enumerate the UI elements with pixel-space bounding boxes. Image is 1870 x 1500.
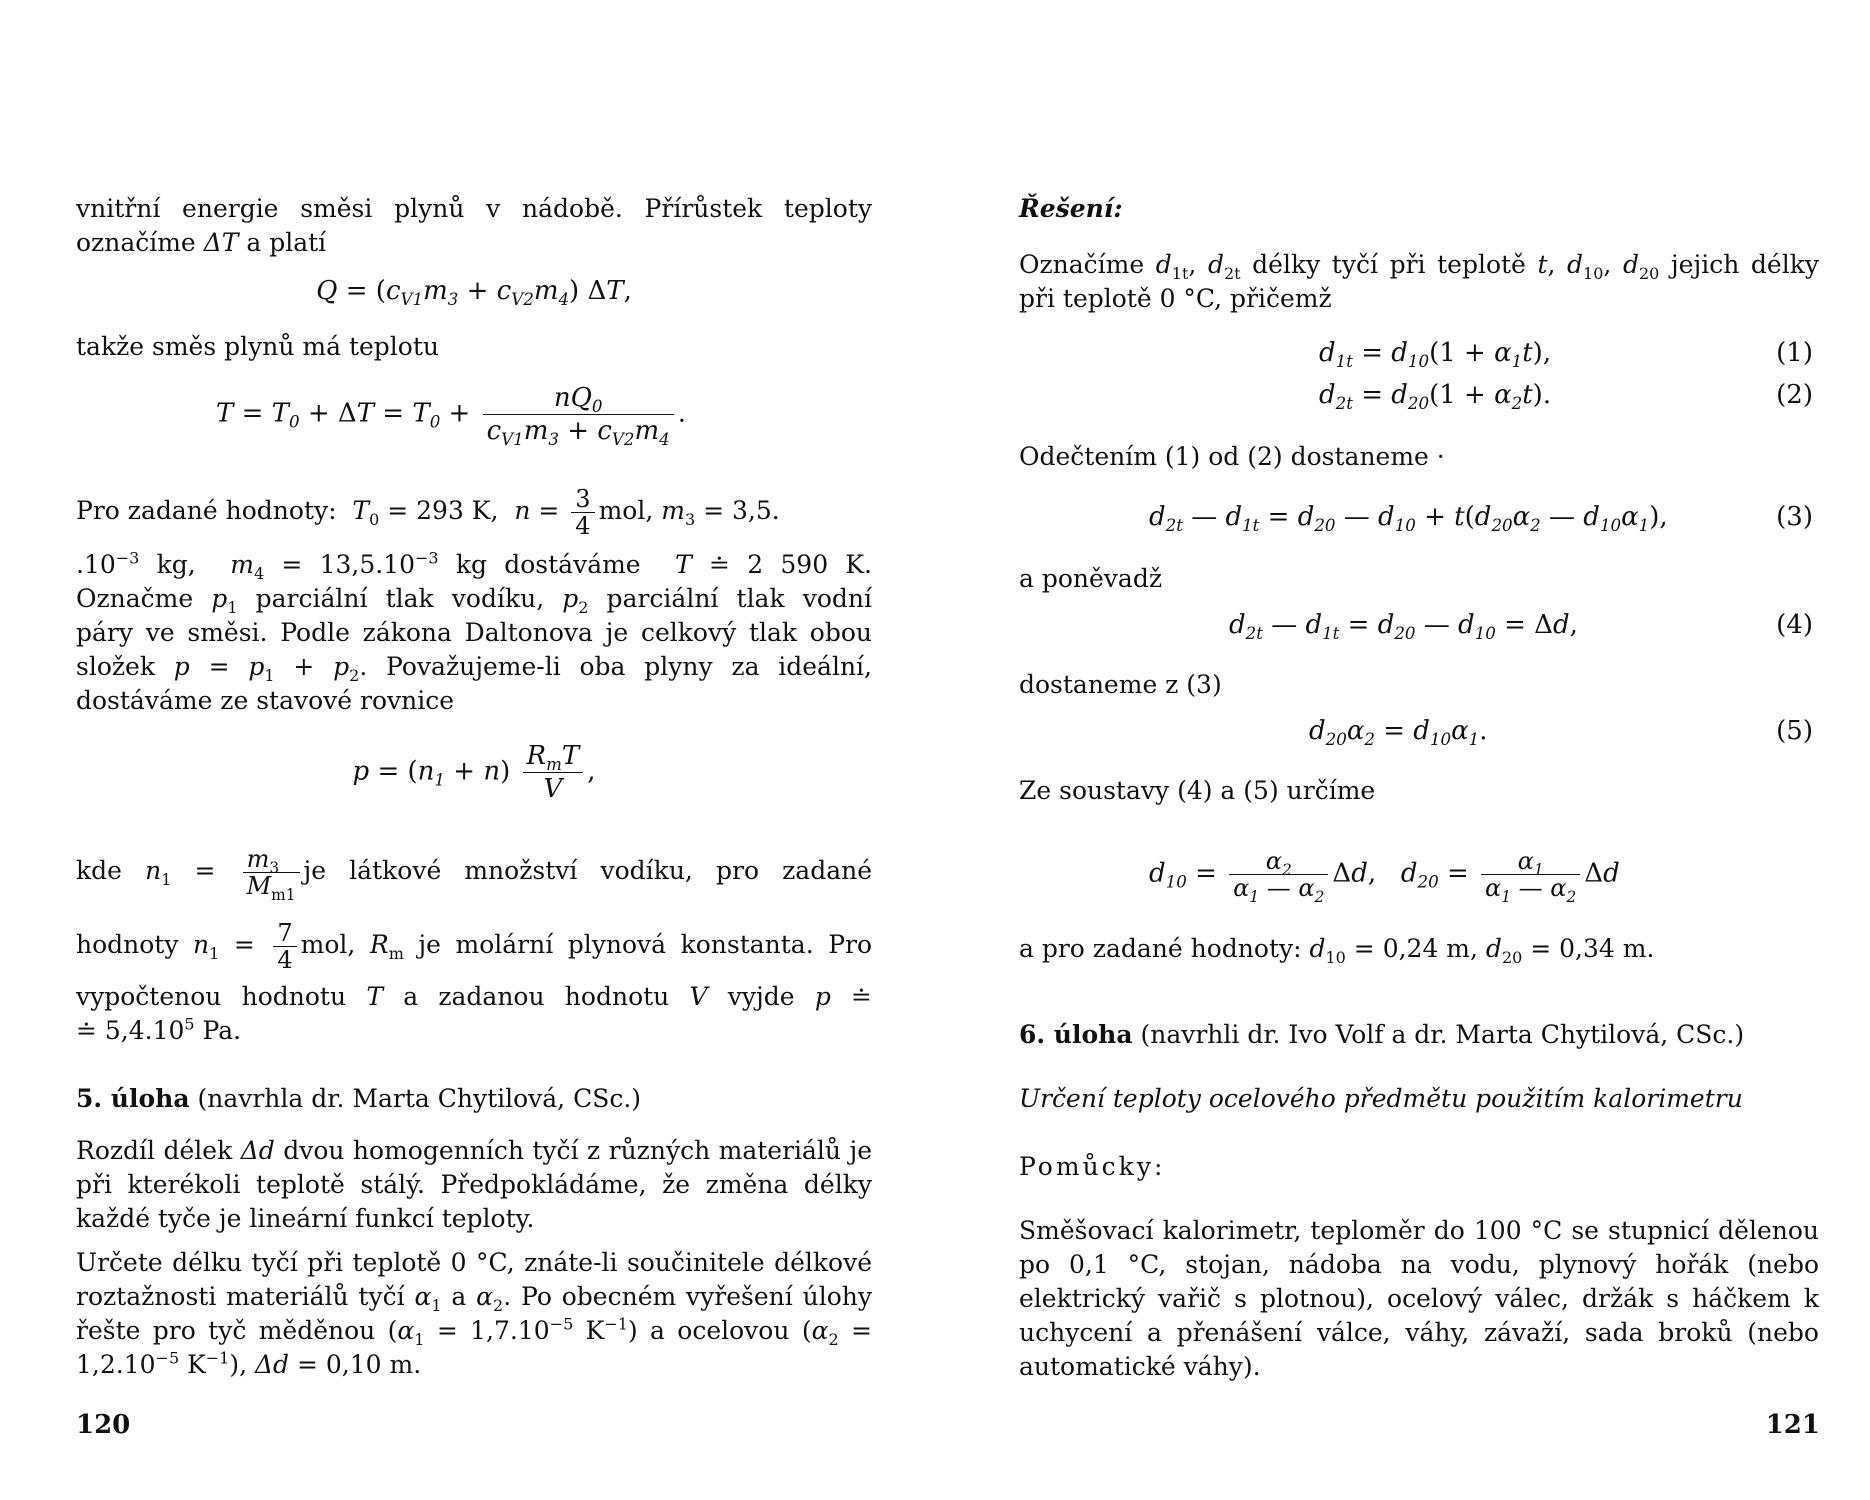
paragraph-dalton-line3: složek $p = p_1 + p_2$. Považujeme-li oba plyny za ideální,: [76, 652, 873, 685]
text-vypoctenou-line: vypočtenou hodnotu T a zadanou hodnotu V vyjde p ≐: [76, 982, 872, 1011]
text-a-ponevadz: a poněvadž: [1019, 564, 1163, 593]
task5-paragraph2: Určete délku tyčí při teplotě 0 °C, znáte-li součinitele délkové roztažnosti materiálů tyčí $\alpha_1$ a $\alpha_2$. Po obecném vyřešení úlohy řešte pro tyč měděnou ($\alpha_1 = 1,7.10^{-5}$ $K^{-1}$) a ocelovou ($\alpha_2 = 1,2.10^{-5}$ $K^{-1}$), Δd = 0,10 m.: [76, 1248, 872, 1379]
page-number-left: 120: [76, 1410, 131, 1440]
pomucky-text: Směšovací kalorimetr, teploměr do 100 °C se stupnicí dělenou po 0,1 °C, stojan, nádoba na vodu, plynový hořák (nebo elektrický vařič s plotnou), ocelový válec, držák s háčkem k uchycení a přenášení válce, váhy, závaží, sada broků (nebo automatické váhy).: [1019, 1216, 1819, 1381]
task5-paragraph1: Rozdíl délek Δd dvou homogenních tyčí z různých materiálů je při kterékoli teplotě stálý. Předpokládáme, že změna délky každé tyče je lineární funkcí teploty.: [76, 1136, 873, 1233]
task5-heading: 5. úloha (navrhla dr. Marta Chytilová, CSc.): [76, 1084, 642, 1113]
text-odectenim: Odečtením (1) od (2) dostaneme ·: [1019, 442, 1445, 471]
text-kde-line: kde $n_1$ = $\frac{m_3}{M_{m1}}$ je látkové množství vodíku, pro zadané: [76, 845, 872, 904]
paragraph-dalton-line2: páry ve směsi. Podle zákona Daltonova je celkový tlak obou: [76, 618, 872, 647]
paragraph-intro-line2: označíme ΔT a platí: [76, 228, 327, 257]
pomucky-heading: Pomůcky:: [1019, 1152, 1166, 1181]
text-ze-soustavy: Ze soustavy (4) a (5) určíme: [1019, 776, 1376, 805]
given-values-line1: Pro zadané hodnoty: $T_0 = 293$ K, n = $\frac{3}{4}$ mol, $m_3 = 3,5$.: [76, 485, 780, 540]
text-given-result: a pro zadané hodnoty: $d_{10} = 0,24$ m, $d_{20} = 0,34$ m.: [1019, 934, 1655, 967]
text-pressure-result: ≐ 5,4.10$^5$ Pa.: [76, 1014, 242, 1045]
task6-heading: 6. úloha (navrhli dr. Ivo Volf a dr. Marta Chytilová, CSc.): [1019, 1020, 1745, 1049]
equation-heat: $Q = (c_{V1}m_3 + c_{V2}m_4)$ ΔT,: [316, 276, 632, 310]
right-page: Řešení: Označíme $d_{1t}$, $d_{2t}$ délky tyčí při teplotě t, $d_{10}$, $d_{20}$ jejich délky při teplotě 0 °C, přičemž $d_{1t} = d_{10}(1 + \alpha_1t)$, (1) $d_{2t} = d_{20}(1 + \alpha_2t)$. (2) Odečtením (1) od (2) dostaneme · $d_{2t}$ — $d_{1t} = d_{20}$ — $d_{10} + t(d_{20}\alpha_2$ — $d_{10}\alpha_1$), (3) a poněvadž $d_{2t}$ — $d_{1t} = d_{20}$ — $d_{10} = \Delta d$, (4) dostaneme z (3) $d_{20}\alpha_2 = d_{10}\alpha_1$. (5) Ze soustavy (4) a (5) určíme $d_{10}$ = $\frac{\alpha_2}{\alpha_1 — \alpha_2}$ Δd, $d_{20}$ = $\frac{\alpha_1}{\alpha_1 — \alpha_2}$ Δd a pro zadané hodnoty: $d_{10} = 0,24$ m, $d_{20} = 0,34$ m. 6. úloha (navrhli dr. Ivo Volf a dr. Marta Chytilová, CSc.) Určení teploty ocelového předmětu použitím kalorimetru Pomůcky: Směšovací kalorimetr, teploměr do 100 °C se stupnicí dělenou po 0,1 °C, stojan, nádoba na vodu, plynový hořák (nebo elektrický vařič s plotnou), ocelový válec, držák s háčkem k uchycení a přenášení válce, váhy, závaží, sada broků (nebo automatické váhy). 121: [1019, 194, 1820, 1440]
given-values-line2: $.10^{-3}$ kg, $m_4 = 13,5.10^{-3}$ kg dostáváme T ≐ 2 590 K.: [76, 548, 872, 583]
equation-state: $p = (n_1 + n)$ $\frac{R_mT}{V}$ ,: [352, 741, 596, 804]
text-dostaneme: dostaneme z (3): [1019, 670, 1222, 699]
paragraph-dalton-line1: Označme $p_1$ parciální tlak vodíku, $p_2$ parciální tlak vodní: [76, 584, 872, 617]
text-takze: takže směs plynů má teplotu: [76, 332, 439, 361]
text-hodnoty-line: hodnoty $n_1$ = $\frac{7}{4}$ mol, $R_m$ je molární plynová konstanta. Pro: [76, 919, 873, 974]
task6-title: Určení teploty ocelového předmětu použitím kalorimetru: [1019, 1084, 1743, 1113]
paragraph-dalton-line4: dostáváme ze stavové rovnice: [76, 686, 455, 715]
equation-temperature: $T = T_0 + \Delta T = T_0$ + $\frac{nQ_0}{c_{V1}m_3 + c_{V2}m_4}$ .: [216, 383, 686, 450]
solution-paragraph1: Označíme $d_{1t}$, $d_{2t}$ délky tyčí při teplotě t, $d_{10}$, $d_{20}$ jejich délky při teplotě 0 °C, přičemž: [1019, 250, 1819, 313]
solution-heading: Řešení:: [1019, 194, 1123, 223]
paragraph-intro-line1: vnitřní energie směsi plynů v nádobě. Přírůstek teploty: [76, 194, 872, 223]
page-number-right: 121: [1765, 1410, 1820, 1440]
